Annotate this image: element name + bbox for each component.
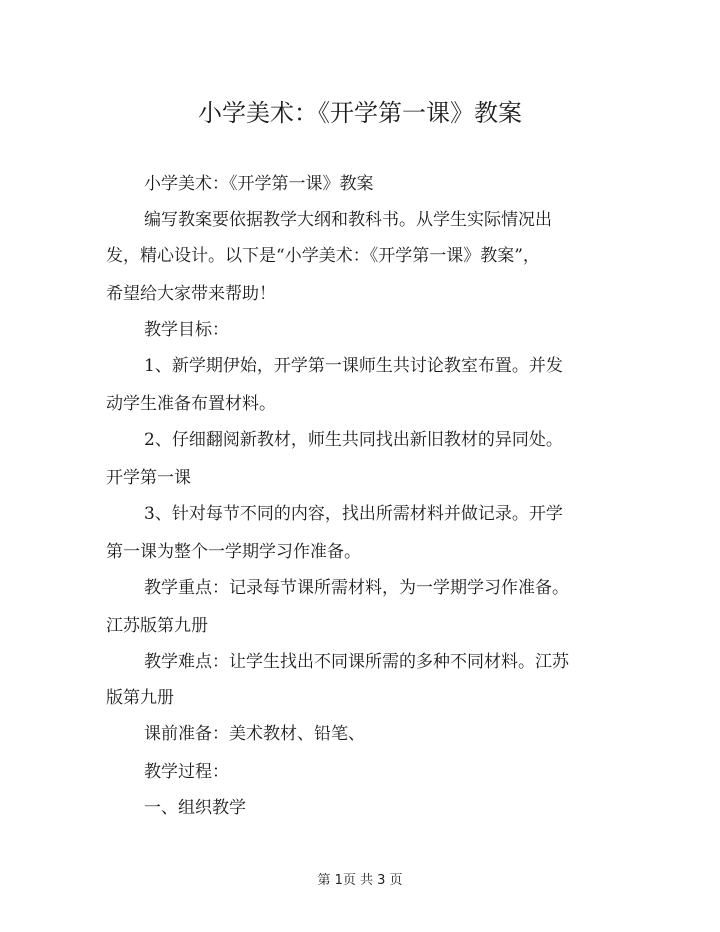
paragraph-line: 教学难点：让学生找出不同课所需的多种不同材料。江苏 [144, 652, 569, 672]
paragraph-line: 教学目标： [144, 320, 229, 340]
paragraph-line: 发，精心设计。以下是“小学美术：《开学第一课》教案”， [106, 246, 540, 266]
paragraph-line: 江苏版第九册 [106, 616, 208, 636]
paragraph-line: 1、新学期伊始，开学第一课师生共讨论教室布置。并发 [144, 356, 563, 376]
paragraph-line: 开学第一课 [106, 468, 191, 488]
paragraph-line: 课前准备：美术教材、铅笔、 [144, 724, 365, 744]
paragraph-line: 教学过程： [144, 762, 229, 782]
paragraph-line: 3、针对每节不同的内容，找出所需材料并做记录。开学 [144, 504, 563, 524]
paragraph-line: 2、仔细翻阅新教材，师生共同找出新旧教材的异同处。 [144, 430, 563, 450]
page-number-footer: 第 1页 共 3 页 [317, 873, 403, 888]
paragraph-line: 教学重点：记录每节课所需材料，为一学期学习作准备。 [144, 578, 569, 598]
paragraph-line: 第一课为整个一学期学习作准备。 [106, 542, 361, 562]
paragraph-line: 一、组织教学 [144, 798, 246, 818]
paragraph-line: 编写教案要依据教学大纲和教科书。从学生实际情况出 [144, 210, 552, 230]
paragraph-line: 动学生准备布置材料。 [106, 394, 276, 414]
paragraph-line: 希望给大家带来帮助！ [106, 284, 276, 304]
paragraph-line: 小学美术：《开学第一课》教案 [144, 174, 374, 194]
document-title: 小学美术：《开学第一课》教案 [198, 99, 522, 127]
paragraph-line: 版第九册 [106, 688, 174, 708]
